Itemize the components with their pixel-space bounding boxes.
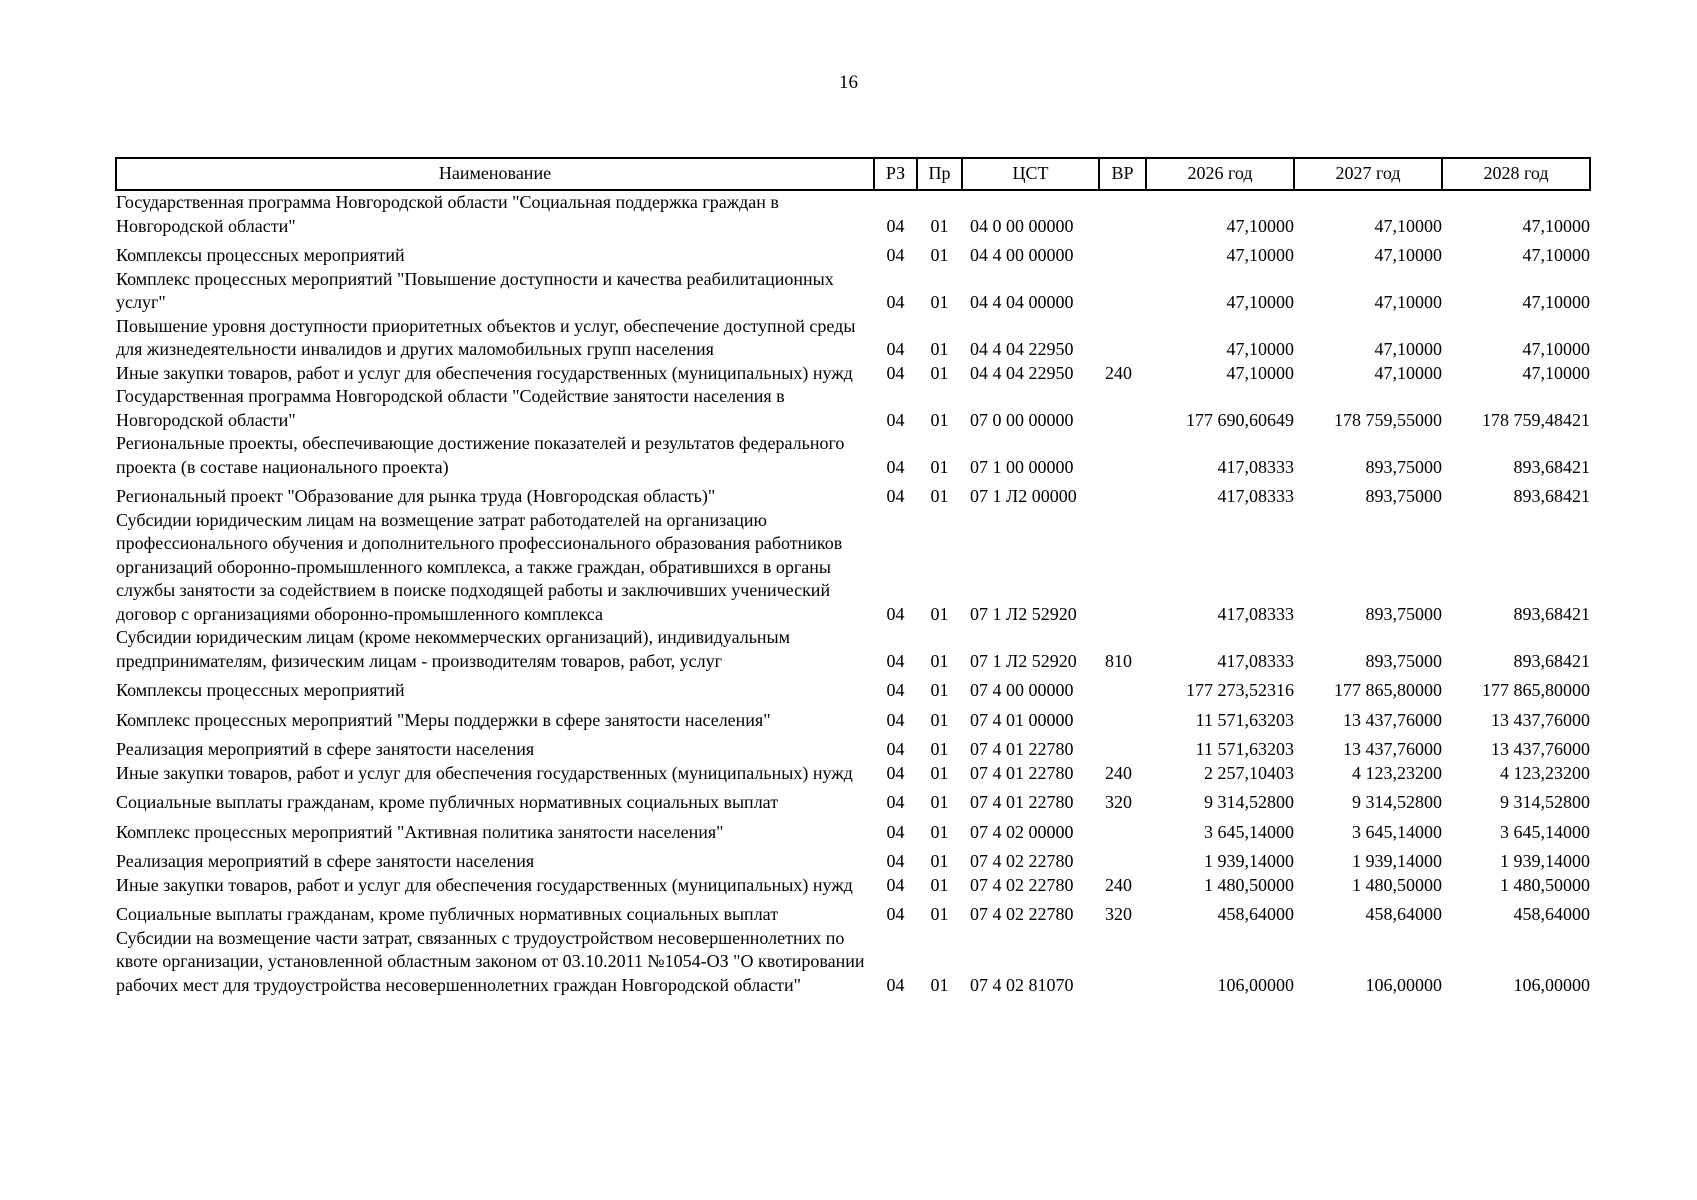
row-cst: 07 4 02 81070	[970, 974, 1074, 995]
row-2026: 417,08333	[1217, 603, 1294, 624]
row-vr	[1099, 432, 1146, 479]
row-name: Иные закупки товаров, работ и услуг для обеспечения государственных (муниципальных) нужд	[116, 762, 853, 783]
row-rz: 04	[886, 762, 905, 783]
row-cst: 07 4 01 22780	[970, 739, 1074, 759]
row-2026: 417,08333	[1217, 456, 1294, 477]
row-2028: 893,68421	[1513, 603, 1590, 624]
row-2027: 893,75000	[1365, 486, 1442, 506]
row-rz: 04	[886, 821, 905, 842]
row-name: Комплекс процессных мероприятий "Меры поддержки в сфере занятости населения"	[116, 709, 771, 730]
header-pr: Пр	[917, 158, 962, 190]
row-cst: 04 4 04 22950	[970, 362, 1074, 383]
row-name: Комплекс процессных мероприятий "Активная политика занятости населения"	[116, 821, 724, 842]
row-cst: 07 1 Л2 00000	[970, 486, 1077, 506]
header-2027: 2027 год	[1294, 158, 1442, 190]
row-2026: 417,08333	[1217, 486, 1294, 506]
row-cst: 07 4 01 22780	[970, 762, 1074, 783]
row-2026: 47,10000	[1226, 215, 1294, 236]
row-pr: 01	[930, 974, 949, 995]
row-rz: 04	[886, 650, 905, 671]
row-vr: 320	[1105, 792, 1132, 812]
row-2027: 3 645,14000	[1352, 821, 1442, 842]
row-2028: 47,10000	[1522, 215, 1590, 236]
header-vr: ВР	[1099, 158, 1146, 190]
row-vr	[1099, 315, 1146, 362]
row-rz: 04	[886, 904, 905, 924]
row-pr: 01	[930, 821, 949, 842]
row-vr	[1099, 673, 1146, 703]
row-2028: 13 437,76000	[1491, 739, 1590, 759]
row-name: Государственная программа Новгородской области "Содействие занятости населения в Новгородской области"	[116, 386, 785, 430]
row-pr: 01	[930, 904, 949, 924]
row-name: Комплексы процессных мероприятий	[116, 245, 405, 265]
row-pr: 01	[930, 650, 949, 671]
budget-table	[115, 157, 1591, 997]
row-rz: 04	[886, 215, 905, 236]
row-2028: 178 759,48421	[1482, 409, 1590, 430]
row-cst: 07 1 00 00000	[970, 456, 1074, 477]
table-row	[116, 479, 1590, 509]
table-row	[116, 268, 1590, 315]
row-2026: 47,10000	[1226, 292, 1294, 312]
row-2026: 458,64000	[1217, 904, 1294, 924]
row-vr	[1099, 268, 1146, 315]
table-row	[116, 362, 1590, 386]
row-2028: 47,10000	[1522, 362, 1590, 383]
row-vr	[1099, 703, 1146, 733]
table-row	[116, 844, 1590, 874]
table-row	[116, 732, 1590, 762]
row-2026: 47,10000	[1226, 362, 1294, 383]
row-2028: 3 645,14000	[1500, 821, 1590, 842]
table-body	[116, 190, 1590, 997]
row-rz: 04	[886, 362, 905, 383]
row-2026: 11 571,63203	[1195, 739, 1294, 759]
row-name: Субсидии на возмещение части затрат, связанных с трудоустройством несовершеннолетних по квоте организации, установленной областным законом от 03.10.2011 №1054-ОЗ "О квотировании рабочих мест для трудоустройства несовершеннолетних граждан Новгородской области"	[116, 927, 865, 995]
table-row	[116, 238, 1590, 268]
row-rz: 04	[886, 456, 905, 477]
header-2028: 2028 год	[1442, 158, 1590, 190]
table-header	[116, 158, 1590, 190]
row-cst: 04 4 04 22950	[970, 339, 1074, 359]
row-2026: 47,10000	[1226, 339, 1294, 359]
row-2028: 47,10000	[1522, 339, 1590, 359]
row-2028: 893,68421	[1513, 486, 1590, 506]
row-2026: 3 645,14000	[1204, 821, 1294, 842]
row-pr: 01	[930, 245, 949, 265]
row-rz: 04	[886, 339, 905, 359]
row-2028: 458,64000	[1513, 904, 1590, 924]
row-vr	[1099, 927, 1146, 998]
row-name: Субсидии юридическим лицам на возмещение затрат работодателей на организацию профессионального обучения и дополнительного профессионального образования работников организаций оборонно-промышленного комплекса, а также граждан, обратившихся в органы службы занятости за содействием в поиске подходящей работы и заключивших ученический договор с организациями оборонно-промышленного комплекса	[116, 509, 843, 624]
row-2028: 893,68421	[1513, 456, 1590, 477]
table-row	[116, 626, 1590, 673]
row-vr	[1099, 238, 1146, 268]
row-name: Повышение уровня доступности приоритетных объектов и услуг, обеспечение доступной среды для жизнедеятельности инвалидов и других маломобильных групп населения	[116, 315, 856, 359]
row-2027: 4 123,23200	[1352, 762, 1442, 783]
row-rz: 04	[886, 739, 905, 759]
row-pr: 01	[930, 292, 949, 312]
row-cst: 04 4 04 00000	[970, 292, 1074, 312]
row-pr: 01	[930, 739, 949, 759]
row-name: Государственная программа Новгородской области "Социальная поддержка граждан в Новгородской области"	[116, 192, 779, 236]
row-2028: 9 314,52800	[1500, 792, 1590, 812]
row-2027: 893,75000	[1365, 456, 1442, 477]
row-cst: 07 0 00 00000	[970, 409, 1074, 430]
row-2028: 1 939,14000	[1500, 851, 1590, 871]
row-rz: 04	[886, 974, 905, 995]
row-pr: 01	[930, 709, 949, 730]
row-2027: 178 759,55000	[1334, 409, 1442, 430]
header-cst: ЦСТ	[962, 158, 1099, 190]
row-vr: 240	[1105, 362, 1132, 383]
table-row	[116, 432, 1590, 479]
row-rz: 04	[886, 603, 905, 624]
row-cst: 07 4 02 22780	[970, 874, 1074, 895]
row-cst: 07 4 02 22780	[970, 851, 1074, 871]
row-pr: 01	[930, 215, 949, 236]
row-2027: 9 314,52800	[1352, 792, 1442, 812]
table-row	[116, 703, 1590, 733]
row-name: Региональные проекты, обеспечивающие достижение показателей и результатов федерального проекта (в составе национального проекта)	[116, 433, 845, 477]
row-pr: 01	[930, 409, 949, 430]
row-vr	[1099, 190, 1146, 238]
table-row	[116, 815, 1590, 845]
row-name: Социальные выплаты гражданам, кроме публичных нормативных социальных выплат	[116, 792, 779, 812]
row-cst: 07 4 02 00000	[970, 821, 1074, 842]
row-pr: 01	[930, 762, 949, 783]
row-rz: 04	[886, 486, 905, 506]
row-2028: 13 437,76000	[1491, 709, 1590, 730]
row-pr: 01	[930, 603, 949, 624]
row-2026: 1 480,50000	[1204, 874, 1294, 895]
row-pr: 01	[930, 456, 949, 477]
row-name: Субсидии юридическим лицам (кроме некоммерческих организаций), индивидуальным предпринимателям, физическим лицам - производителям товаров, работ, услуг	[116, 627, 791, 671]
row-2027: 893,75000	[1365, 603, 1442, 624]
row-vr: 320	[1105, 904, 1132, 924]
row-vr	[1099, 479, 1146, 509]
row-rz: 04	[886, 792, 905, 812]
row-cst: 04 4 00 00000	[970, 245, 1074, 265]
row-2028: 4 123,23200	[1500, 762, 1590, 783]
row-2027: 47,10000	[1374, 339, 1442, 359]
row-cst: 07 4 01 00000	[970, 709, 1074, 730]
row-rz: 04	[886, 680, 905, 700]
row-2028: 47,10000	[1522, 245, 1590, 265]
row-2027: 47,10000	[1374, 292, 1442, 312]
row-name: Иные закупки товаров, работ и услуг для обеспечения государственных (муниципальных) нужд	[116, 874, 853, 895]
row-2026: 11 571,63203	[1195, 709, 1294, 730]
row-vr	[1099, 385, 1146, 432]
table-row	[116, 315, 1590, 362]
table-row	[116, 874, 1590, 898]
row-2027: 1 939,14000	[1352, 851, 1442, 871]
row-2027: 106,00000	[1365, 974, 1442, 995]
row-2028: 106,00000	[1513, 974, 1590, 995]
row-2027: 458,64000	[1365, 904, 1442, 924]
row-pr: 01	[930, 874, 949, 895]
row-rz: 04	[886, 292, 905, 312]
row-rz: 04	[886, 709, 905, 730]
header-rz: РЗ	[874, 158, 917, 190]
row-rz: 04	[886, 409, 905, 430]
row-vr	[1099, 732, 1146, 762]
row-name: Иные закупки товаров, работ и услуг для обеспечения государственных (муниципальных) нужд	[116, 362, 853, 383]
row-2027: 177 865,80000	[1334, 680, 1442, 700]
row-2027: 47,10000	[1374, 362, 1442, 383]
row-2026: 1 939,14000	[1204, 851, 1294, 871]
row-2026: 2 257,10403	[1204, 762, 1294, 783]
row-2028: 1 480,50000	[1500, 874, 1590, 895]
row-vr: 240	[1105, 762, 1132, 783]
row-2027: 893,75000	[1365, 650, 1442, 671]
row-vr: 240	[1105, 874, 1132, 895]
header-row	[116, 158, 1590, 190]
table-row	[116, 762, 1590, 786]
row-2027: 47,10000	[1374, 245, 1442, 265]
row-name: Реализация мероприятий в сфере занятости населения	[116, 739, 535, 759]
table-row	[116, 509, 1590, 627]
row-vr	[1099, 509, 1146, 627]
row-name: Комплексы процессных мероприятий	[116, 680, 405, 700]
row-cst: 07 4 00 00000	[970, 680, 1074, 700]
row-2027: 13 437,76000	[1343, 709, 1442, 730]
row-pr: 01	[930, 362, 949, 383]
row-cst: 07 1 Л2 52920	[970, 603, 1077, 624]
row-2027: 1 480,50000	[1352, 874, 1442, 895]
row-vr: 810	[1105, 650, 1132, 671]
row-pr: 01	[930, 339, 949, 359]
row-2026: 47,10000	[1226, 245, 1294, 265]
row-name: Социальные выплаты гражданам, кроме публичных нормативных социальных выплат	[116, 904, 779, 924]
row-pr: 01	[930, 851, 949, 871]
row-pr: 01	[930, 486, 949, 506]
row-pr: 01	[930, 680, 949, 700]
table-row	[116, 673, 1590, 703]
row-2026: 106,00000	[1217, 974, 1294, 995]
page-number: 16	[839, 72, 858, 93]
row-name: Комплекс процессных мероприятий "Повышение доступности и качества реабилитационных услуг"	[116, 268, 834, 312]
row-2028: 177 865,80000	[1482, 680, 1590, 700]
row-vr	[1099, 815, 1146, 845]
row-cst: 07 4 01 22780	[970, 792, 1074, 812]
table-row	[116, 785, 1590, 815]
row-pr: 01	[930, 792, 949, 812]
row-name: Региональный проект "Образование для рынка труда (Новгородская область)"	[116, 486, 716, 506]
table-row	[116, 897, 1590, 927]
table-row	[116, 190, 1590, 238]
row-cst: 07 1 Л2 52920	[970, 650, 1077, 671]
row-cst: 07 4 02 22780	[970, 904, 1074, 924]
table-row	[116, 927, 1590, 998]
row-2026: 177 273,52316	[1186, 680, 1294, 700]
row-2028: 893,68421	[1513, 650, 1590, 671]
table-row	[116, 385, 1590, 432]
row-2028: 47,10000	[1522, 292, 1590, 312]
row-vr	[1099, 844, 1146, 874]
header-2026: 2026 год	[1146, 158, 1294, 190]
row-2027: 13 437,76000	[1343, 739, 1442, 759]
row-rz: 04	[886, 874, 905, 895]
row-2027: 47,10000	[1374, 215, 1442, 236]
row-rz: 04	[886, 245, 905, 265]
row-rz: 04	[886, 851, 905, 871]
row-cst: 04 0 00 00000	[970, 215, 1074, 236]
header-name: Наименование	[116, 158, 874, 190]
row-2026: 177 690,60649	[1186, 409, 1294, 430]
row-2026: 9 314,52800	[1204, 792, 1294, 812]
row-2026: 417,08333	[1217, 650, 1294, 671]
row-name: Реализация мероприятий в сфере занятости населения	[116, 851, 535, 871]
